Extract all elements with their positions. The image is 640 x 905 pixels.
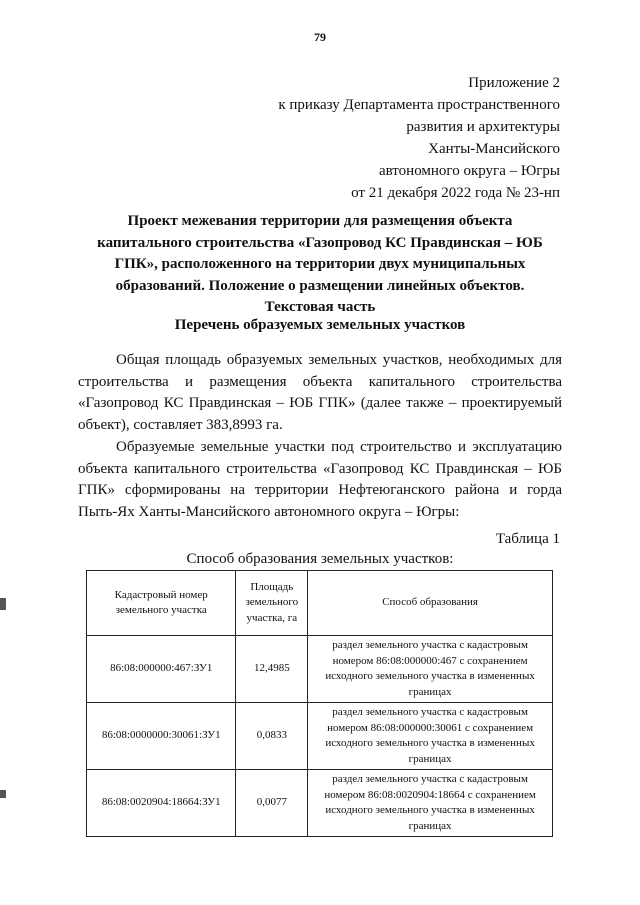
appendix-line: Приложение 2 [468,75,560,91]
cell-method: раздел земельного участка с кадастровым номером 86:08:000000:30061 с сохранением исходного земельного участка в измененных границах [308,703,553,770]
page-number: 79 [314,30,326,44]
cell-area: 0,0077 [236,770,308,837]
title-line: Проект межевания территории для размещения объекта [127,213,513,229]
document-title [90,211,550,319]
appendix-block [220,72,560,204]
title-line: Текстовая часть [264,299,376,315]
cell-method: раздел земельного участка с кадастровым номером 86:08:0020904:18664 с сохранением исходного земельного участка в измененных границах [308,770,553,837]
table-header-row [87,571,553,636]
cell-method: раздел земельного участка с кадастровым номером 86:08:000000:467 с сохранением исходного земельного участка в измененных границах [308,636,553,703]
appendix-line: развития и архитектуры [406,119,560,135]
scan-margin-mark [0,790,6,798]
appendix-line: Ханты-Мансийского [428,141,560,157]
table-row [87,703,553,770]
paragraph-plots-description: Образуемые земельные участки под строительство и эксплуатацию объекта капитального строительства «Газопровод КС Правдинская – ЮБ ГПК» сформированы на территории Нефтеюганского района и горда Пыть-Ях Ханты-Мансийского автономного округа – Югры: [78,439,562,520]
cell-cadastral-number: 86:08:0000000:30061:ЗУ1 [87,703,236,770]
title-line: образований. Положение о размещении линейных объектов. [115,277,525,294]
cell-cadastral-number: 86:08:000000:467:ЗУ1 [87,636,236,703]
cell-area: 0,0833 [236,703,308,770]
scan-margin-mark [0,598,6,610]
cell-area: 12,4985 [236,636,308,703]
table-row [87,636,553,703]
header-cadastral-number: Кадастровый номер земельного участка [87,571,236,636]
section-title: Перечень образуемых земельных участков [174,317,466,333]
paragraph-total-area: Общая площадь образуемых земельных участков, необходимых для строительства и размещения объекта капитального строительства «Газопровод КС Правдинская – ЮБ ГПК» (далее также – проектируемый объект), составляет 383,8993 га. [78,352,562,433]
table-row [87,770,553,837]
appendix-line: автономного округа – Югры [378,163,560,179]
table-label: Таблица 1 [495,531,560,547]
appendix-line: к приказу Департамента пространственного [278,97,560,113]
appendix-line: от 21 декабря 2022 года № 23-нп [351,185,560,201]
header-area: Площадь земельного участка, га [236,571,308,636]
header-method: Способ образования [308,571,553,636]
title-line: ГПК», расположенного на территории двух муниципальных [114,256,526,272]
land-plots-table [86,570,553,837]
cell-cadastral-number: 86:08:0020904:18664:ЗУ1 [87,770,236,837]
table-caption: Способ образования земельных участков: [186,551,454,567]
title-line: капитального строительства «Газопровод КС Правдинская – ЮБ [97,234,543,251]
